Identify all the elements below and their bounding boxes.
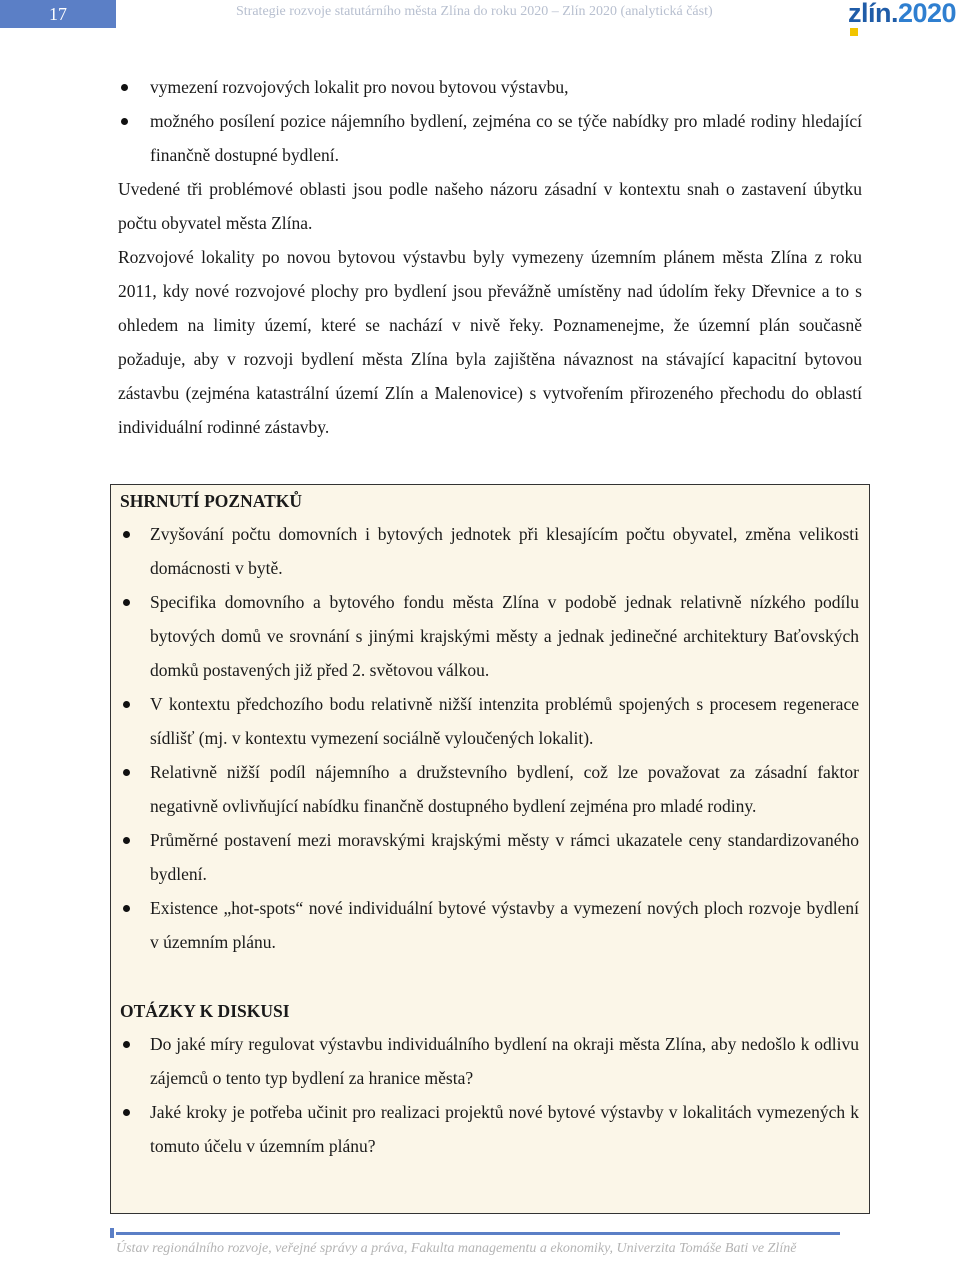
list-item: Průměrné postavení mezi moravskými krajskými městy v rámci ukazatele ceny standardizovaného bydlení. [120,823,859,891]
questions-list [120,1027,859,1163]
logo-year: 2020 [898,0,957,28]
list-item: Do jaké míry regulovat výstavbu individuálního bydlení na okraji města Zlína, aby nedošlo k odlivu zájemců o tento typ bydlení za hranice města? [120,1027,859,1095]
list-item: možného posílení pozice nájemního bydlení, zejména co se týče nabídky pro mladé rodiny hledající finančně dostupné bydlení. [118,104,862,172]
page-header [0,0,960,28]
list-item: Jaké kroky je potřeba učinit pro realizaci projektů nové bytové výstavby v lokalitách vymezených k tomuto účelu v územním plánu? [120,1095,859,1163]
footer-text: Ústav regionálního rozvoje, veřejné správy a práva, Fakulta managementu a ekonomiky, Univerzita Tomáše Bati ve Zlíně [116,1241,797,1256]
intro-bullet-list [118,70,862,172]
main-content [118,70,862,444]
summary-box [110,484,870,1214]
logo-text: zlín. [848,0,898,28]
summary-list [120,517,859,959]
logo-yellow-mark [850,28,858,36]
list-item: Existence „hot-spots“ nové individuální bytové výstavby a vymezení nových ploch rozvoje bydlení v územním plánu. [120,891,859,959]
document-title: Strategie rozvoje statutárního města Zlína do roku 2020 – Zlín 2020 (analytická část) [236,4,713,19]
summary-heading: SHRNUTÍ POZNATKŮ [120,491,302,511]
list-item: Specifika domovního a bytového fondu města Zlína v podobě jednak relativně nízkého podílu bytových domů ve srovnání s jinými krajskými městy a jednak jedinečné architektury Baťovských domků postavených již před 2. světovou válkou. [120,585,859,687]
list-item: Relativně nižší podíl nájemního a družstevního bydlení, což lze považovat za zásadní faktor negativně ovlivňující nabídku finančně dostupného bydlení zejména pro mladé rodiny. [120,755,859,823]
page-number: 17 [0,0,116,28]
list-item: V kontextu předchozího bodu relativně nižší intenzita problémů spojených s procesem regenerace sídlišť (mj. v kontextu vymezení sociálně vyloučených lokalit). [120,687,859,755]
list-item: Zvyšování počtu domovních i bytových jednotek při klesajícím počtu obyvatel, změna velikosti domácnosti v bytě. [120,517,859,585]
paragraph: Uvedené tři problémové oblasti jsou podle našeho názoru zásadní v kontextu snah o zastavení úbytku počtu obyvatel města Zlína. [118,179,862,233]
questions-heading: OTÁZKY K DISKUSI [120,1001,290,1021]
list-item: vymezení rozvojových lokalit pro novou bytovou výstavbu, [118,70,862,104]
zlin-2020-logo [848,0,956,40]
footer-divider [116,1232,840,1235]
paragraph: Rozvojové lokality po novou bytovou výstavbu byly vymezeny územním plánem města Zlína z roku 2011, kdy nové rozvojové plochy pro bydlení jsou převážně umístěny nad údolím řeky Dřevnice a to s ohledem na limity území, které se nachází v nivě řeky. Poznamenejme, že územní plán současně požaduje, aby v rozvoji bydlení města Zlína byla zajištěna návaznost na stávající kapacitní bytovou zástavbu (zejména katastrální území Zlín a Malenovice) s vytvořením přirozeného přechodu do oblastí individuální rodinné zástavby. [118,247,862,437]
